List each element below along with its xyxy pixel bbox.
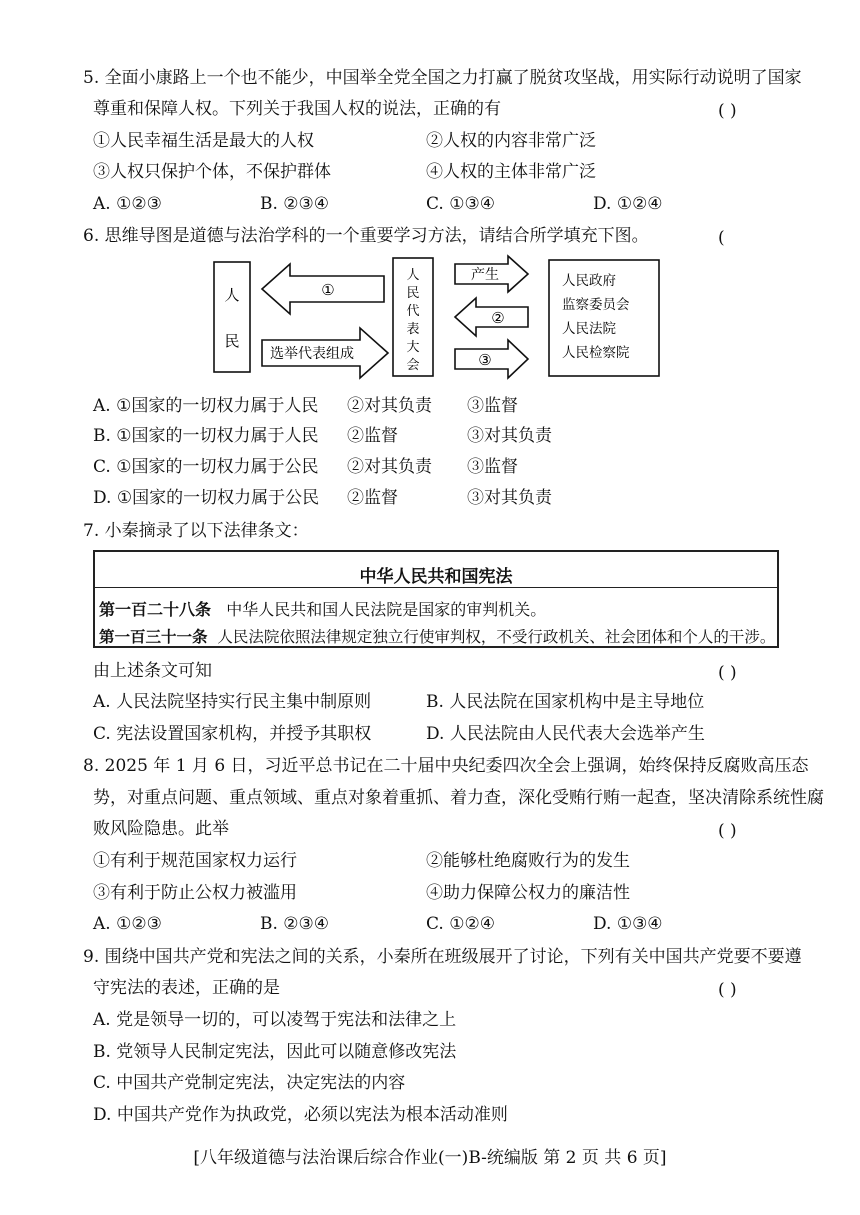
people-char-1: 人 bbox=[224, 286, 240, 304]
q5-stem-line1: 5. 全面小康路上一个也不能少，中国举全党全国之力打赢了脱贫攻坚战，用实际行动说明了国家 bbox=[83, 68, 802, 88]
q6-stem-line1: 6. 思维导图是道德与法治学科的一个重要学习方法，请结合所学填充下图。 bbox=[83, 226, 649, 246]
q9-option-b: B. 党领导人民制定宪法，因此可以随意修改宪法 bbox=[93, 1042, 457, 1062]
arrow-3-label: ③ bbox=[478, 351, 492, 369]
q6-option-a-2: ②对其负责 bbox=[347, 396, 432, 416]
npc-char-5: 大 bbox=[406, 340, 420, 355]
article-128-number: 第一百二十八条 bbox=[99, 600, 212, 619]
q6-option-d-2: ②监督 bbox=[347, 488, 398, 508]
power-structure-diagram bbox=[0, 252, 860, 392]
q6-option-c-3: ③监督 bbox=[467, 457, 518, 477]
q9-answer-paren: ( ) bbox=[718, 980, 737, 1000]
organ-court: 人民法院 bbox=[562, 321, 616, 337]
excerpt-divider bbox=[95, 587, 777, 588]
q8-option-a: A. ①②③ bbox=[93, 914, 162, 934]
arrow-produce-label: 产生 bbox=[471, 267, 499, 283]
q7-option-a: A. 人民法院坚持实行民主集中制原则 bbox=[93, 692, 372, 712]
q8-statement-1: ①有利于规范国家权力运行 bbox=[93, 851, 297, 871]
q5-option-b: B. ②③④ bbox=[260, 194, 330, 214]
q5-answer-paren: ( ) bbox=[718, 101, 737, 121]
q8-stem-line1: 8. 2025 年 1 月 6 日，习近平总书记在二十届中央纪委四次全会上强调，始终保持反腐败高压态 bbox=[83, 756, 809, 776]
npc-char-3: 代 bbox=[406, 304, 420, 319]
npc-char-6: 会 bbox=[406, 358, 420, 373]
q8-stem-line3: 败风险隐患。此举 bbox=[93, 819, 229, 839]
npc-char-1: 人 bbox=[406, 268, 420, 283]
people-char-2: 民 bbox=[224, 332, 240, 350]
organ-supervisory: 监察委员会 bbox=[562, 297, 630, 313]
q6-answer-paren: ( bbox=[718, 228, 725, 248]
q7-stem-line1: 7. 小秦摘录了以下法律条文： bbox=[83, 521, 309, 541]
q8-stem-line2: 势，对重点问题、重点领域、重点对象着重抓、着力查，深化受贿行贿一起查，坚决清除系统性腐 bbox=[93, 788, 824, 808]
q8-answer-paren: ( ) bbox=[718, 821, 737, 841]
q9-stem-line1: 9. 围绕中国共产党和宪法之间的关系，小秦所在班级展开了讨论，下列有关中国共产党要不要遵 bbox=[83, 947, 802, 967]
q9-option-d: D. 中国共产党作为执政党，必须以宪法为根本活动准则 bbox=[93, 1105, 508, 1125]
article-131-number: 第一百三十一条 bbox=[99, 628, 208, 646]
q6-option-b-3: ③对其负责 bbox=[467, 426, 552, 446]
q7-stem: 由上述条文可知 bbox=[93, 661, 212, 681]
q9-option-c: C. 中国共产党制定宪法，决定宪法的内容 bbox=[93, 1073, 406, 1093]
q6-option-d-3: ③对其负责 bbox=[467, 488, 552, 508]
q8-option-d: D. ①③④ bbox=[593, 914, 663, 934]
article-128 bbox=[99, 597, 546, 620]
q5-option-c: C. ①③④ bbox=[426, 194, 495, 214]
q5-option-d: D. ①②④ bbox=[593, 194, 663, 214]
q5-stem-line2: 尊重和保障人权。下列关于我国人权的说法，正确的有 bbox=[93, 99, 501, 119]
q6-option-a-3: ③监督 bbox=[467, 396, 518, 416]
npc-char-4: 表 bbox=[406, 322, 420, 337]
q6-option-d: D. ①国家的一切权力属于公民 bbox=[93, 488, 320, 508]
q7-option-b: B. 人民法院在国家机构中是主导地位 bbox=[426, 692, 705, 712]
article-131 bbox=[99, 625, 775, 647]
q8-statement-3: ③有利于防止公权力被滥用 bbox=[93, 883, 297, 903]
arrow-2-label: ② bbox=[491, 309, 505, 327]
q6-option-b: B. ①国家的一切权力属于人民 bbox=[93, 426, 319, 446]
q5-statement-2: ②人权的内容非常广泛 bbox=[426, 131, 596, 151]
q6-option-c: C. ①国家的一切权力属于公民 bbox=[93, 457, 319, 477]
q8-statement-4: ④助力保障公权力的廉洁性 bbox=[426, 883, 630, 903]
arrow-1-label: ① bbox=[321, 281, 335, 299]
arrow-elect-label: 选举代表组成 bbox=[270, 346, 354, 362]
q5-statement-1: ①人民幸福生活是最大的人权 bbox=[93, 131, 314, 151]
q5-option-a: A. ①②③ bbox=[93, 194, 162, 214]
q9-stem-line2: 守宪法的表述，正确的是 bbox=[93, 978, 280, 998]
q7-option-c: C. 宪法设置国家机构，并授予其职权 bbox=[93, 724, 372, 744]
q6-option-b-2: ②监督 bbox=[347, 426, 398, 446]
q8-option-c: C. ①②④ bbox=[426, 914, 495, 934]
q8-statement-2: ②能够杜绝腐败行为的发生 bbox=[426, 851, 630, 871]
constitution-excerpt-box bbox=[93, 550, 779, 648]
q6-option-c-2: ②对其负责 bbox=[347, 457, 432, 477]
organ-government: 人民政府 bbox=[562, 273, 616, 289]
npc-char-2: 民 bbox=[406, 286, 420, 301]
q5-statement-3: ③人权只保护个体，不保护群体 bbox=[93, 162, 331, 182]
q5-statement-4: ④人权的主体非常广泛 bbox=[426, 162, 596, 182]
organ-procuratorate: 人民检察院 bbox=[562, 345, 630, 361]
q7-option-d: D. 人民法院由人民代表大会选举产生 bbox=[426, 724, 705, 744]
people-box bbox=[214, 262, 250, 372]
q6-option-a: A. ①国家的一切权力属于人民 bbox=[93, 396, 319, 416]
q9-option-a: A. 党是领导一切的，可以凌驾于宪法和法律之上 bbox=[93, 1010, 457, 1030]
page-footer: [八年级道德与法治课后综合作业(一)B-统编版 第 2 页 共 6 页] bbox=[193, 1148, 667, 1168]
article-128-text: 中华人民共和国人民法院是国家的审判机关。 bbox=[226, 600, 547, 619]
q7-answer-paren: ( ) bbox=[718, 663, 737, 683]
constitution-title: 中华人民共和国宪法 bbox=[359, 567, 513, 587]
q8-option-b: B. ②③④ bbox=[260, 914, 330, 934]
article-131-text: 人民法院依照法律规定独立行使审判权，不受行政机关、社会团体和个人的干涉。 bbox=[217, 628, 776, 646]
